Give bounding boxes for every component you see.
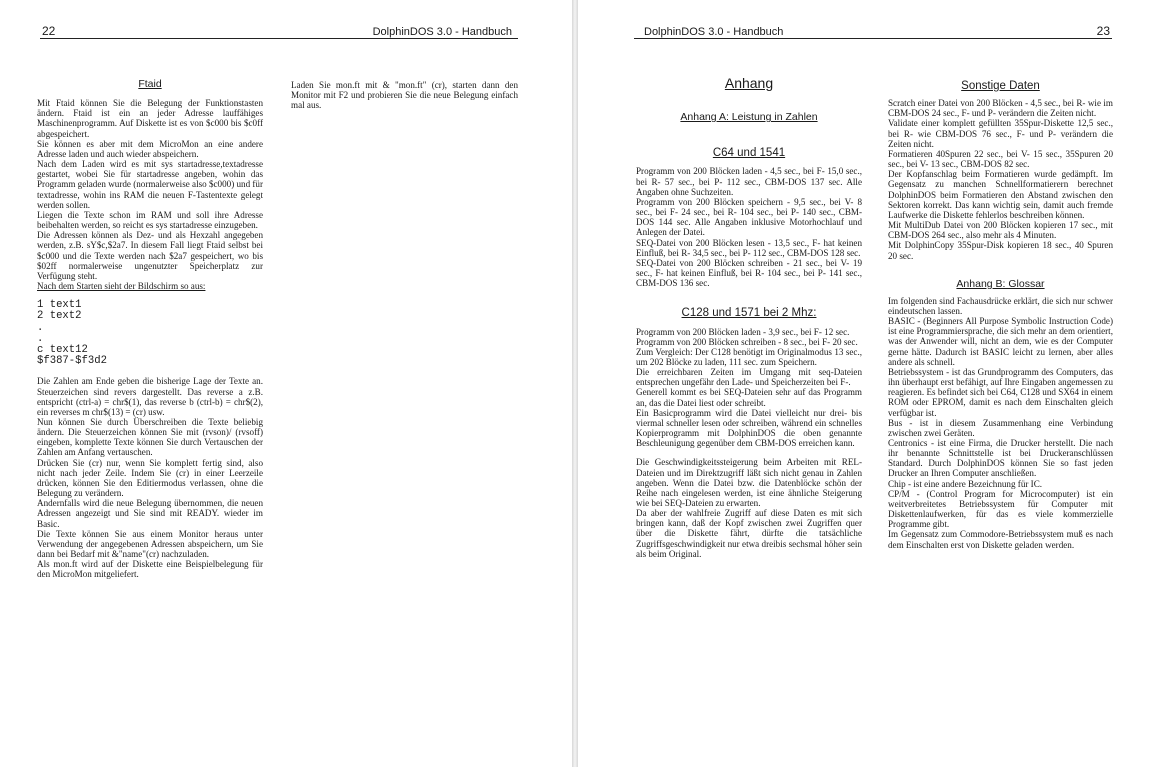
- paragraph: Nun können Sie durch Überschreiben die Texte beliebig ändern. Die Steuerzeichen können Sie mit (rvson)/ (rvsoff) eingeben, komplette Texte können Sie durch Vertauschen der Zahlen am Anfang vertauschen.: [37, 416, 263, 458]
- glossar-entry: Im folgenden sind Fachausdrücke erklärt, die sich nur schwer eindeutschen lassen.: [888, 295, 1113, 316]
- glossar-entry: CP/M - (Control Program for Microcomputer) ist ein weitverbreitetes Betriebssystem für Computer mit Diskettenlaufwerken, für das es viele kommerzielle Programme gibt.: [888, 488, 1113, 530]
- code-line: .: [37, 332, 44, 345]
- paragraph: Die Texte können Sie aus einem Monitor heraus unter Verwendung der angegebenen Adressen abspeichern, um Sie dann bei Bedarf mit &"name"(cr) nachzuladen.: [37, 528, 263, 559]
- code-line: 1 text1: [37, 299, 82, 312]
- section-heading: C128 und 1571 bei 2 Mhz:: [681, 307, 817, 320]
- glossar-entry: Chip - ist eine andere Bezeichnung für IC.: [888, 478, 1043, 489]
- appendix-title: Anhang: [724, 75, 774, 91]
- left-col-2: [291, 80, 518, 110]
- paragraph: Mit MultiDub Datei von 200 Blöcken kopieren 17 sec., mit CBM-DOS 264 sec., also mehr als 4 Minuten.: [888, 220, 1113, 241]
- paragraph: SEQ-Datei von 200 Blöcken lesen - 13,5 sec., F- hat keinen Einfluß, bei R- 34,5 sec., bei P- 112 sec., CBM-DOS 128 sec.: [636, 237, 862, 258]
- paragraph: Drücken Sie (cr) nur, wenn Sie komplett fertig sind, also nicht nach jeder Zeile. Indem Sie (cr) in einer Leerzeile drücken, können Sie den Editiermodus verlassen, ohne die Belegung zu verändern.: [37, 457, 263, 499]
- code-line: .: [37, 321, 44, 334]
- paragraph: Da aber der wahlfreie Zugriff auf diese Daten es mit sich bringen kann, daß der Kopf zwischen zwei Zugriffen quer über die Diskette fährt, dürfte die tatsächliche Zugriffsgeschwindigkeit nur etwa dreibis sechsmal höher sein als beim Original.: [636, 508, 862, 559]
- paragraph: Ein Basicprogramm wird die Datei vielleicht nur drei- bis viermal schneller lesen oder schreiben, während ein schnelles Kopierprogramm mit DolphinDOS die oben genannte Beschleunigung gegenüber dem CBM-DOS erreichen kann.: [636, 407, 862, 449]
- right-page: [575, 0, 1149, 767]
- paragraph: Die erreichbaren Zeiten im Umgang mit seq-Dateien entsprechen ungefähr den Lade- und Speicherzeiten bei F-.: [636, 367, 862, 388]
- left-col-1: [37, 79, 263, 579]
- paragraph: Mit Ftaid können Sie die Belegung der Funktionstasten ändern. Ftaid ist ein an jeder Adresse lauffähiges Maschinenprogramm. Auf Diskette ist es von $c000 bis $c0ff abgespeichert.: [37, 98, 263, 139]
- glossar-entry: Centronics - ist eine Firma, die Drucker herstellt. Die nach ihr benannte Schnittstelle ist bei Druckeranschlüssen Standard. Durch DolphinDOS können Sie so fast jeden Drucker an Ihren Computer anschließen.: [888, 438, 1113, 479]
- paragraph: Formatieren 40Spuren 22 sec., bei V- 15 sec., 35Spuren 20 sec., bei V- 13 sec., CBM-DOS 82 sec.: [888, 148, 1113, 170]
- appendix-subtitle: Anhang A: Leistung in Zahlen: [680, 111, 818, 124]
- screen-intro: Nach dem Starten sieht der Bildschirm so aus:: [37, 280, 206, 291]
- paragraph: Validate einer komplett gefüllten 35Spur-Diskette 12,5 sec., bei R- wie CBM-DOS 76 sec., F- und P- verändern die Zeiten nicht.: [888, 118, 1113, 149]
- paragraph: Programm von 200 Blöcken schreiben - 8 sec., bei F- 20 sec.: [636, 336, 858, 347]
- screen-code-block: [37, 300, 263, 367]
- right-col-2: [888, 81, 1113, 550]
- section-heading: C64 und 1541: [712, 147, 786, 160]
- paragraph: Generell kommt es bei SEQ-Dateien sehr auf das Programm an, das die Datei liest oder schreibt.: [636, 387, 862, 408]
- glossar-heading: Anhang B: Glossar: [956, 277, 1045, 290]
- paragraph: Sie können es aber mit dem MicroMon an eine andere Adresse laden und auch wieder abspeichern.: [37, 138, 263, 159]
- paragraph: Die Geschwindigkeitssteigerung beim Arbeiten mit REL-Dateien und im Direktzugriff läßt sich nicht genau in Zahlen angeben. Wenn die Datei bzw. die Datenblöcke schön der Reihe nach eingelesen werden, ist eine ähnliche Steigerung wie bei SEQ-Dateien zu erwarten.: [636, 457, 862, 508]
- paragraph: Andernfalls wird die neue Belegung übernommen, die neuen Adressen angezeigt und Sie sind mit READY. wieder im Basic.: [37, 498, 263, 529]
- code-line: c text12: [37, 343, 88, 356]
- glossar-entry: Betriebssystem - ist das Grundprogramm des Computers, das ihn überhaupt erst befähigt, auf Ihre Eingaben angemessen zu reagieren. Es befindet sich bei C64, C128 und SX64 in einem ROM oder EPROM, damit es nach dem Einschalten gleich verfügbar ist.: [888, 366, 1113, 418]
- paragraph: Als mon.ft wird auf der Diskette eine Beispielbelegung für den MicroMon mitgeliefert.: [37, 559, 263, 580]
- glossar-entry: BASIC - (Beginners All Purpose Symbolic Instruction Code) ist eine Programmiersprache, die sich mehr an dem orientiert, was der Anwender will, nicht an dem, wie es der Computer gerne hätte. Dadurch ist BASIC leicht zu lernen, aber alles andere als schnell.: [888, 316, 1113, 367]
- paragraph: Nach dem Laden wird es mit sys startadresse,textadresse gestartet, wobei Sie für startadresse angeben, wohin das Programm geladen wurde (normalerweise also $c000) und für textadresse, wohin ins RAM die neuen F-Tastentexte gelegt werden sollen.: [37, 159, 264, 210]
- paragraph: Die Zahlen am Ende geben die bisherige Lage der Texte an. Steuerzeichen sind revers dargestellt. Das reverse a z.B. entspricht (ctrl-a) = chr$(1), das reverse b (ctrl-b) = chr$(2), ein reverses m chr$(13) = (cr) usw.: [37, 376, 263, 417]
- code-line: 2 text2: [37, 310, 82, 323]
- paragraph: Zum Vergleich: Der C128 benötigt im Originalmodus 13 sec., um 202 Blöcke zu laden, 111 sec. zum Speichern.: [636, 346, 862, 367]
- right-col-1: [636, 75, 862, 559]
- header-title: DolphinDOS 3.0 - Handbuch: [644, 26, 784, 38]
- paragraph: SEQ-Datei von 200 Blöcken schreiben - 21 sec., bei V- 19 sec., F- hat keinen Einfluß, bei R- 104 sec., bei P- 141 sec., CBM-DOS 136 sec.: [636, 257, 862, 289]
- left-page: [0, 0, 574, 767]
- paragraph: Scratch einer Datei von 200 Blöcken - 4,5 sec., bei R- wie im CBM-DOS 24 sec., F- und P- verändern die Zeiten nicht.: [888, 98, 1113, 119]
- page-number: 23: [1096, 24, 1110, 38]
- paragraph: Programm von 200 Blöcken laden - 3,9 sec., bei F- 12 sec.: [636, 326, 850, 337]
- paragraph: Mit DolphinCopy 35Spur-Disk kopieren 18 sec., 40 Spuren 20 sec.: [888, 240, 1113, 261]
- section-heading: Sonstige Daten: [961, 80, 1040, 92]
- paragraph: Die Adressen können als Dez- und als Hexzahl angegeben werden, z.B. sY$c,$2a7. In diesem Fall liegt Ftaid selbst bei $c000 und die Texte werden nach $2a7 gespeichert, wo bis $02ff normalerweise ungenutzter Speicherplatz zur Verfügung steht.: [37, 230, 263, 281]
- glossar-entry: Bus - ist in diesem Zusammenhang eine Verbindung zwischen zwei Geräten.: [888, 417, 1113, 438]
- code-line: $f387-$f3d2: [37, 355, 107, 368]
- paragraph: Programm von 200 Blöcken laden - 4,5 sec., bei F- 15,0 sec., bei R- 57 sec., bei P- 112 sec., CBM-DOS 137 sec. Alle Angaben ohne Suchzeiten.: [636, 166, 862, 197]
- header-title: DolphinDOS 3.0 - Handbuch: [372, 26, 512, 38]
- right-page-header: [634, 24, 1112, 39]
- left-page-header: [40, 24, 518, 39]
- paragraph: Der Kopfanschlag beim Formatieren wurde gedämpft. Im Gegensatz zu manchen Schnellformatierern berechnet DolphinDOS beim Formatieren den Abstand zwischen den Sektoren korrekt. Das kann wichtig sein, damit auch fremde Laufwerke die Diskette fehlerlos beschreiben können.: [888, 169, 1113, 220]
- paragraph: Liegen die Texte schon im RAM und soll ihre Adresse beibehalten werden, so reicht es sys startadresse einzugeben.: [37, 209, 263, 231]
- glossar-entry: Im Gegensatz zum Commodore-Betriebssystem muß es nach dem Einschalten erst von Diskette geladen werden.: [888, 529, 1113, 550]
- paragraph: Programm von 200 Blöcken speichern - 9,5 sec., bei V- 8 sec., bei F- 24 sec., bei R- 104 sec., bei P- 140 sec., CBM-DOS 144 sec. Alle Angaben inklusive Motorhochlauf und Anlegen der Datei.: [636, 196, 862, 238]
- section-heading: Ftaid: [138, 78, 162, 90]
- paragraph: Laden Sie mon.ft mit & "mon.ft" (cr), starten dann den Monitor mit F2 und probieren Sie die neue Belegung einfach mal aus.: [291, 80, 518, 111]
- page-number: 22: [42, 24, 56, 38]
